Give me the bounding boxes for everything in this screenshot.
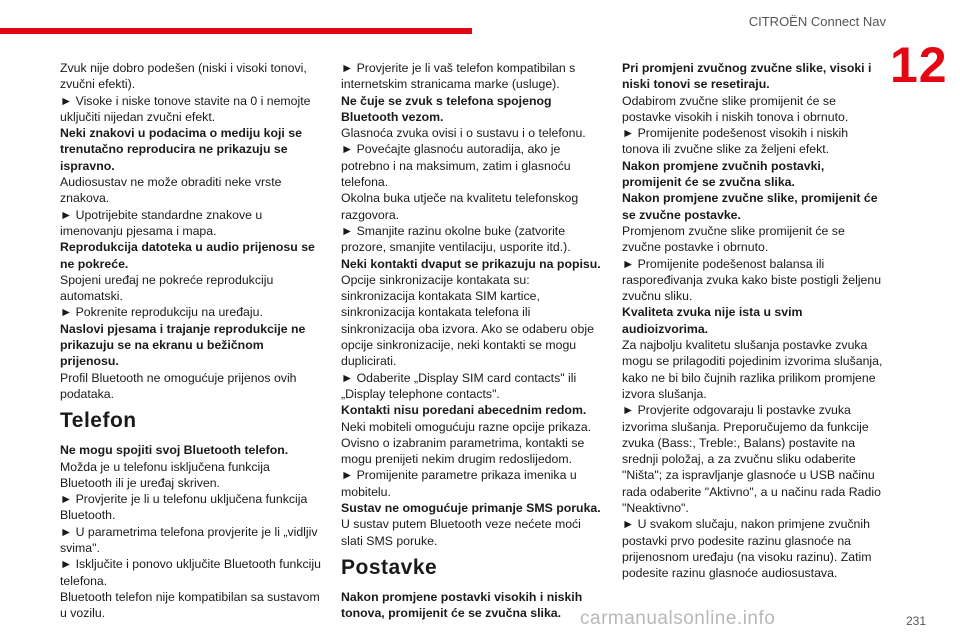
paragraph: ► Povećajte glasnoću autoradija, ako je potrebno i na maksimum, zatim i glasnoću telefona. bbox=[341, 142, 571, 190]
issue-title: Neki znakovi u podacima o mediju koji se trenutačno reproducira ne prikazuju se ispravno. bbox=[60, 126, 302, 173]
section-heading: Telefon bbox=[60, 409, 137, 433]
text-column-2 bbox=[341, 60, 603, 622]
text-column-1 bbox=[60, 60, 322, 622]
paragraph: Odabirom zvučne slike promijenit će se postavke visokih i niskih tonova i obrnuto. bbox=[622, 93, 849, 124]
paragraph: ► Smanjite razinu okolne buke (zatvorite prozore, smanjite ventilaciju, usporite itd.). bbox=[341, 223, 571, 255]
paragraph: Promjenom zvučne slike promijenit će se zvučne postavke i obrnuto. bbox=[622, 223, 845, 255]
issue-title: Ne čuje se zvuk s telefona spojenog Bluetooth vezom. bbox=[341, 93, 552, 124]
paragraph: Za najbolju kvalitetu slušanja postavke zvuka mogu se prilagoditi pojedinim izvorima slušanja, kako ne bi bilo čujnih razlika prilikom promjene izvora slušanja. bbox=[622, 338, 883, 401]
issue-title: Naslovi pjesama i trajanje reprodukcije ne prikazuju se na ekranu u bežičnom prijenosu. bbox=[60, 321, 306, 369]
issue-title: Kvaliteta zvuka nije ista u svim audioizvorima. bbox=[622, 305, 803, 336]
paragraph: U sustav putem Bluetooth veze nećete moći slati SMS poruke. bbox=[341, 517, 581, 548]
paragraph: ► U svakom slučaju, nakon primjene zvučnih postavki prvo podesite razinu glasnoće na prijenosnom uređaju (na visoku razinu). Zatim podesite razinu glasnoće audiosustava. bbox=[622, 517, 872, 581]
issue-title: Neki kontakti dvaput se prikazuju na popisu. bbox=[341, 256, 601, 271]
paragraph: Okolna buka utječe na kvalitetu telefonskog razgovora. bbox=[341, 191, 579, 222]
paragraph: ► Pokrenite reprodukciju na uređaju. bbox=[60, 305, 263, 320]
paragraph: ► Odaberite „Display SIM card contacts" ili „Display telephone contacts". bbox=[341, 370, 577, 401]
issue-title: Kontakti nisu poredani abecednim redom. bbox=[341, 403, 587, 418]
issue-title: Nakon promjene zvučnih postavki, promijenit će se zvučna slika. bbox=[622, 158, 825, 190]
paragraph: Profil Bluetooth ne omogućuje prijenos ovih podataka. bbox=[60, 370, 297, 401]
paragraph: ► U parametrima telefona provjerite je li „vidljiv svima". bbox=[60, 524, 318, 556]
text-column-3 bbox=[622, 60, 884, 582]
paragraph: ► Visoke i niske tonove stavite na 0 i nemojte uključiti nijedan zvučni efekt. bbox=[60, 93, 311, 124]
paragraph: ► Promijenite podešenost balansa ili raspoređivanja zvuka kako biste postigli željenu zvučnu sliku. bbox=[622, 256, 882, 304]
header-title: CITROËN Connect Nav bbox=[748, 14, 886, 29]
issue-title: Nakon promjene postavki visokih i niskih tonova, promijenit će se zvučna slika. bbox=[341, 589, 583, 621]
issue-title: Reprodukcija datoteka u audio prijenosu se ne pokreće. bbox=[60, 240, 315, 271]
paragraph: ► Provjerite je li vaš telefon kompatibilan s internetskim stranicama marke (usluge). bbox=[341, 61, 576, 92]
paragraph: ► Upotrijebite standardne znakove u imenovanju pjesama i mapa. bbox=[60, 207, 263, 238]
issue-title: Pri promjeni zvučnog zvučne slike, visoki i niski tonovi se resetiraju. bbox=[622, 61, 872, 92]
paragraph: Bluetooth telefon nije kompatibilan sa sustavom u vozilu. bbox=[60, 589, 320, 621]
paragraph: Neki mobiteli omogućuju razne opcije prikaza. Ovisno o izabranim parametrima, kontakti se mogu prenijeti nekim drugim redoslijedom. bbox=[341, 419, 592, 467]
paragraph: Zvuk nije dobro podešen (niski i visoki tonovi, zvučni efekti). bbox=[60, 61, 307, 92]
paragraph: ► Promijenite parametre prikaza imenika u mobitelu. bbox=[341, 468, 577, 499]
issue-title: Nakon promjene zvučne slike, promijenit će se zvučne postavke. bbox=[622, 191, 878, 222]
issue-title: Ne mogu spojiti svoj Bluetooth telefon. bbox=[60, 443, 289, 458]
paragraph: Audiosustav ne može obraditi neke vrste znakova. bbox=[60, 175, 282, 206]
section-heading: Postavke bbox=[341, 555, 438, 579]
watermark: carmanualsonline.info bbox=[580, 608, 776, 629]
paragraph: Možda je u telefonu isključena funkcija Bluetooth ili je uređaj skriven. bbox=[60, 459, 270, 490]
paragraph: ► Provjerite odgovaraju li postavke zvuka izvorima slušanja. Preporučujemo da funkcije zvuka (Bass:, Treble:, Balans) postavite na srednji položaj, a za zvučnu sliku odaberite "Ništa"; za ispravljanje glasnoće u USB načinu rada odaberite "Aktivno", a u načinu rada Radio "Neaktivno". bbox=[622, 403, 881, 516]
paragraph: ► Promijenite podešenost visokih i niskih tonova ili zvučne slike za željeni efekt. bbox=[622, 126, 849, 157]
red-accent-bar bbox=[0, 28, 472, 34]
paragraph: ► Provjerite je li u telefonu uključena funkcija Bluetooth. bbox=[60, 492, 308, 523]
paragraph: Opcije sinkronizacije kontakata su: sinkronizacija kontakata SIM kartice, sinkronizacija kontakata telefona ili sinkronizacija oba izvora. Ako se odaberu obje opcije sinkronizacije, neki kontakti se mogu duplicirati. bbox=[341, 272, 594, 369]
paragraph: ► Isključite i ponovo uključite Bluetooth funkciju telefona. bbox=[60, 557, 321, 588]
issue-title: Sustav ne omogućuje primanje SMS poruka. bbox=[341, 501, 601, 516]
page-number: 231 bbox=[905, 614, 926, 628]
paragraph: Glasnoća zvuka ovisi i o sustavu i o telefonu. bbox=[341, 126, 586, 141]
paragraph: Spojeni uređaj ne pokreće reprodukciju automatski. bbox=[60, 272, 274, 304]
chapter-number: 12 bbox=[890, 37, 948, 93]
